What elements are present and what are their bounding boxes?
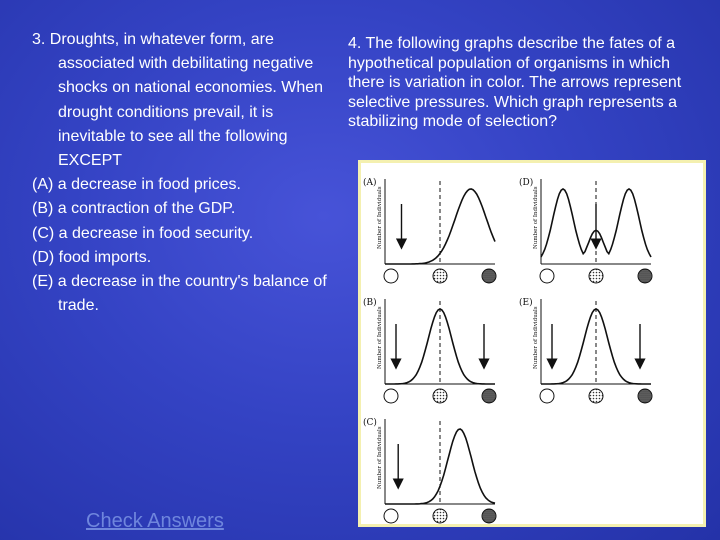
light-circle-0 — [384, 269, 398, 283]
option-d: (D) food imports. — [32, 248, 152, 266]
medium-circle-3 — [589, 269, 603, 283]
panel-label-4: (E) — [519, 298, 533, 308]
dark-circle-4 — [638, 389, 652, 403]
dark-circle-3 — [638, 269, 652, 283]
selection-graphs-figure — [358, 160, 706, 527]
option-b: (B) a contraction of the GDP. — [32, 200, 236, 218]
dark-circle-2 — [482, 509, 496, 523]
light-circle-3 — [540, 269, 554, 283]
panel-label-0: (A) — [363, 178, 377, 188]
medium-circle-1 — [433, 389, 447, 403]
dark-circle-0 — [482, 269, 496, 283]
selection-graphs-svg — [361, 163, 703, 524]
light-circle-4 — [540, 389, 554, 403]
y-axis-label-2: Number of Individuals — [377, 426, 383, 489]
option-c: (C) a decrease in food security. — [32, 224, 254, 242]
medium-circle-2 — [433, 509, 447, 523]
medium-circle-4 — [589, 389, 603, 403]
y-axis-label-3: Number of Individuals — [533, 186, 539, 249]
y-axis-label-4: Number of Individuals — [533, 306, 539, 369]
panel-label-2: (C) — [363, 418, 377, 428]
question-4-stem: 4. The following graphs describe the fates of a hypothetical population of organisms in which there is variation in color. The arrows represent selective pressures. Which graph represents a stabilizing mode of selection? — [348, 35, 682, 130]
option-a: (A) a decrease in food prices. — [32, 176, 241, 194]
medium-circle-0 — [433, 269, 447, 283]
question-3 — [32, 28, 332, 318]
dark-circle-1 — [482, 389, 496, 403]
y-axis-label-0: Number of Individuals — [377, 186, 383, 249]
light-circle-2 — [384, 509, 398, 523]
y-axis-label-1: Number of Individuals — [377, 306, 383, 369]
check-answers-link[interactable]: Check Answers — [86, 510, 224, 532]
light-circle-1 — [384, 389, 398, 403]
question-3-stem: 3. Droughts, in whatever form, are associated with debilitating negative shocks on national economies. When drought conditions prevail, it is inevitable to see all the following EXCEPT — [32, 31, 324, 170]
panel-label-1: (B) — [363, 298, 377, 308]
panel-label-3: (D) — [519, 178, 534, 188]
option-e: (E) a decrease in the country's balance of trade. — [32, 273, 327, 315]
